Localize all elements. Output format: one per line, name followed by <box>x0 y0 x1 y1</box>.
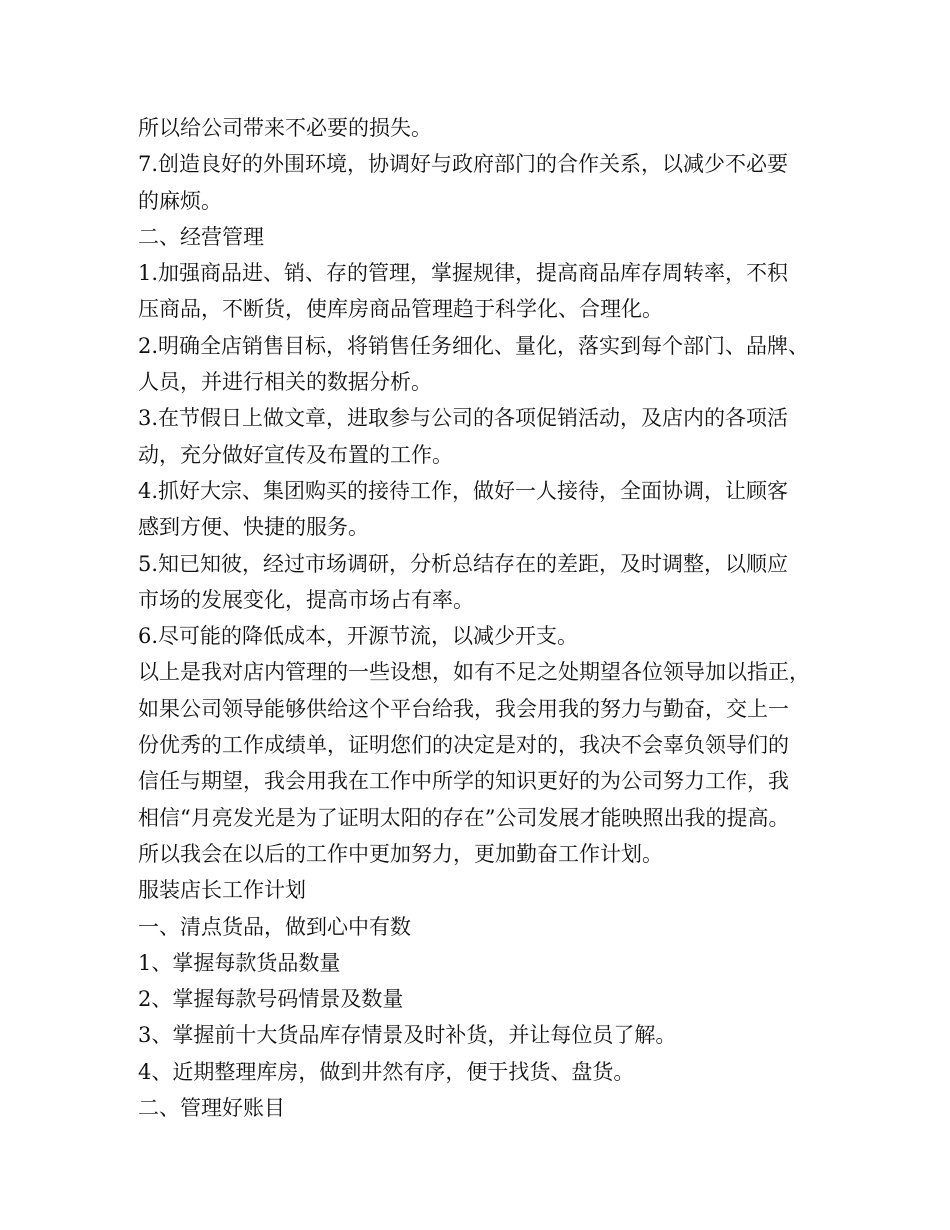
text-line: 6.尽可能的降低成本，开源节流，以减少开支。 <box>138 624 579 649</box>
text-line: 如果公司领导能够供给这个平台给我，我会用我的努力与勤奋，交上一 <box>138 696 789 721</box>
text-line: 市场的发展变化，提高市场占有率。 <box>138 587 474 612</box>
text-line: 3.在节假日上做文章，进取参与公司的各项促销活动，及店内的各项活 <box>138 406 789 431</box>
text-line: 所以给公司带来不必要的损失。 <box>138 116 432 140</box>
text-line: 所以我会在以后的工作中更加努力，更加勤奋工作计划。 <box>138 841 663 866</box>
text-line: 动，充分做好宣传及布置的工作。 <box>138 442 453 467</box>
document-body <box>138 110 838 1126</box>
text-line: 感到方便、快捷的服务。 <box>138 515 369 540</box>
text-line: 1.加强商品进、销、存的管理，掌握规律，提高商品库存周转率，不积 <box>138 261 789 286</box>
text-line: 以上是我对店内管理的一些设想，如有不足之处期望各位领导加以指正， <box>138 660 810 685</box>
text-line: 信任与期望，我会用我在工作中所学的知识更好的为公司努力工作，我 <box>138 769 789 794</box>
text-line: 的麻烦。 <box>138 188 222 213</box>
section-heading: 二、管理好账目 <box>138 1096 285 1121</box>
text-line: 人员，并进行相关的数据分析。 <box>138 370 432 395</box>
text-line: 相信“月亮发光是为了证明太阳的存在”公司发展才能映照出我的提高。 <box>138 805 790 830</box>
text-line: 4.抓好大宗、集团购买的接待工作，做好一人接待，全面协调，让顾客 <box>138 478 789 503</box>
list-item: 4、近期整理库房，做到井然有序，便于找货、盘货。 <box>138 1059 635 1084</box>
document-title: 服装店长工作计划 <box>138 878 306 903</box>
text-line: 7.创造良好的外围环境，协调好与政府部门的合作关系，以减少不必要 <box>138 152 789 177</box>
list-item: 3、掌握前十大货品库存情景及时补货，并让每位员了解。 <box>138 1023 677 1048</box>
text-line: 份优秀的工作成绩单，证明您们的决定是对的，我决不会辜负领导们的 <box>138 733 789 758</box>
list-item: 2、掌握每款号码情景及数量 <box>138 987 404 1012</box>
text-line: 2.明确全店销售目标，将销售任务细化、量化，落实到每个部门、品牌、 <box>138 333 810 358</box>
list-item: 1、掌握每款货品数量 <box>138 950 341 975</box>
section-heading: 二、经营管理 <box>138 224 264 249</box>
text-line: 压商品，不断货，使库房商品管理趋于科学化、合理化。 <box>138 297 663 322</box>
section-heading: 一、清点货品，做到心中有数 <box>138 914 411 939</box>
text-line: 5.知已知彼，经过市场调研，分析总结存在的差距，及时调整，以顺应 <box>138 551 789 576</box>
